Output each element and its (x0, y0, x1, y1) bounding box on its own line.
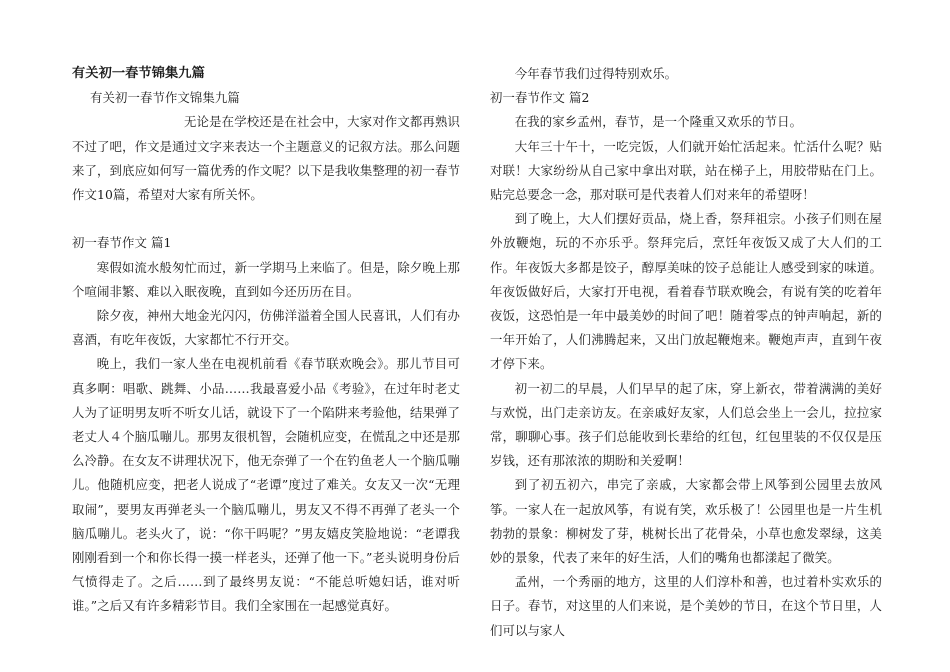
essay-2-paragraph-2: 大年三十午十，一吃完饭，人们就开始忙活起来。忙活什么呢？贴对联！大家纷纷从自己家中拿出对联，站在梯子上，用胶带贴在门上。贴完总要念一念，那对联可是代表着人们对来年的希望呀！ (490, 138, 882, 203)
essay-1-paragraph-3: 晚上，我们一家人坐在电视机前看《春节联欢晚会》。那儿节目可真多啊：唱歌、跳舞、小品……我最喜爱小品《考验》，在过年时老丈人为了证明男友听不听女儿话，就设下了一个陷阱来考验他，结果弹了老丈人４个脑瓜嘣儿。那男友很机智，会随机应变，在慌乱之中还是那么冷静。在女友不讲理状况下，他无奈弹了一个在钓鱼老人一个脑瓜嘣儿。他随机应变，把老人说成了“老谭”度过了难关。女友又一次“无理取闹”，要男友再弹老头一个脑瓜嘣儿，男友又不得不再弹了老头一个脑瓜嘣儿。老头火了，说：“你干吗呢？”男友嬉皮笑脸地说：“老谭我刚刚看到一个和你长得一摸一样老头，还弹了他一下。”老头说明身份后气愤得走了。之后……到了最终男友说：“不能总听媳妇话，谁对听谁。”之后又有许多精彩节目。我们全家围在一起感觉真好。 (72, 356, 460, 614)
essay-2-paragraph-1: 在我的家乡孟州，春节，是一个隆重又欢乐的节日。 (514, 114, 803, 130)
right-column (490, 62, 882, 643)
essay-2-heading: 初一春节作文 篇2 (490, 90, 590, 106)
left-column (72, 62, 460, 619)
essay-1-paragraph-1: 寒假如流水般匆忙而过，新一学期马上来临了。但是，除夕晚上那个喧闹非繁、难以入眠夜晚，直到如今还历历在目。 (72, 259, 460, 299)
essay-2-paragraph-3: 到了晚上，大人们摆好贡品，烧上香，祭拜祖宗。小孩子们则在屋外放鞭炮，玩的不亦乐乎。祭拜完后，烹饪年夜饭又成了大人们的工作。年夜饭大多都是饺子，醇厚美味的饺子总能让人感受到家的味道。年夜饭做好后，大家打开电视，看着春节联欢晚会，有说有笑的吃着年夜饭，这恐怕是一年中最美妙的时间了吧！随着零点的钟声响起，新的一年开始了，人们沸腾起来，又出门放起鞭炮来。鞭炮声声，直到午夜才停下来。 (490, 211, 882, 372)
essay-1-paragraph-2: 除夕夜，神州大地金光闪闪，仿佛洋溢着全国人民喜讯，人们有办喜酒，有吃年夜饭，大家都忙不行开交。 (72, 308, 460, 348)
document-subtitle: 有关初一春节作文锦集九篇 (90, 90, 240, 106)
intro-paragraph: 无论是在学校还是在社会中，大家对作文都再熟识不过了吧，作文是通过文字来表达一个主题意义的记叙方法。那么问题来了，到底应如何写一篇优秀的作文呢？以下是我收集整理的初一春节作文10篇，希望对大家有所关怀。 (72, 114, 460, 203)
essay-1-heading: 初一春节作文 篇1 (72, 235, 172, 251)
essay-2-paragraph-6: 孟州，一个秀丽的地方，这里的人们淳朴和善，也过着朴实欢乐的日子。春节，对这里的人们来说，是个美妙的节日，在这个节日里，人们可以与家人 (490, 574, 882, 638)
blank-line (72, 207, 460, 231)
essay-2-paragraph-5: 到了初五初六，串完了亲戚，大家都会带上风筝到公园里去放风筝。一家人在一起放风筝，有说有笑，欢乐极了！公园里也是一片生机勃勃的景象：柳树发了芽，桃树长出了花骨朵，小草也愈发翠绿，这美妙的景象，代表了来年的好生活，人们的嘴角也都漾起了微笑。 (490, 477, 882, 566)
essay-2-paragraph-4: 初一初二的早晨，人们早早的起了床，穿上新衣，带着满满的美好与欢悦，出门走亲访友。在亲戚好友家，人们总会坐上一会儿，拉拉家常，聊聊心事。孩子们总能收到长辈给的红包，红包里装的不仅仅是压岁钱，还有那浓浓的期盼和关爱啊！ (490, 380, 882, 469)
document-title: 有关初一春节锦集九篇 (72, 66, 205, 81)
essay-1-closing-line: 今年春节我们过得特别欢乐。 (514, 66, 678, 81)
